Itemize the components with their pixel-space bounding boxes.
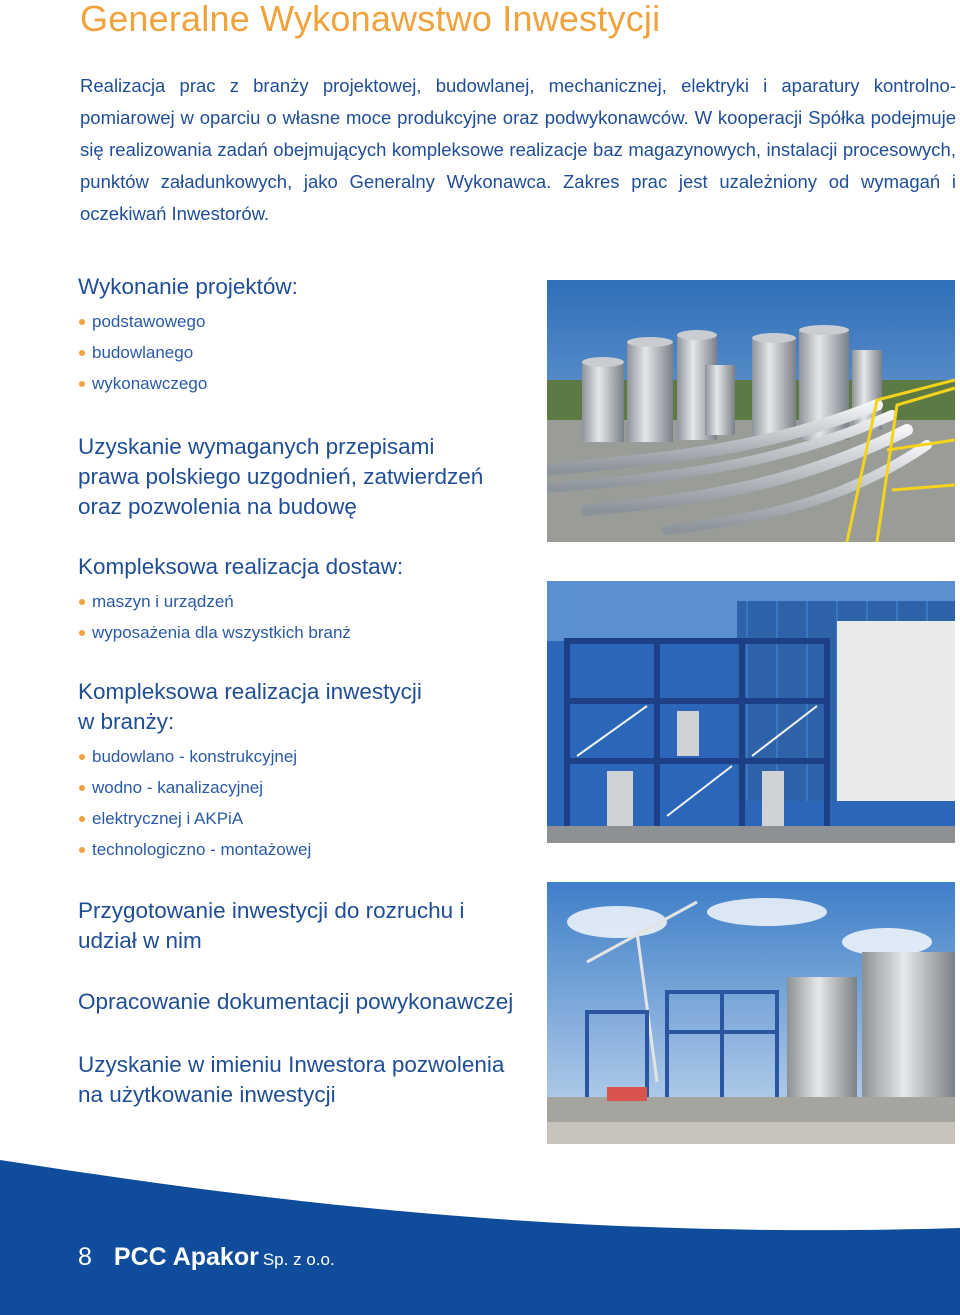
page-number: 8	[78, 1243, 92, 1271]
bullet-icon	[79, 319, 85, 325]
section-occupancy-permit	[78, 1050, 518, 1110]
bullet-icon	[79, 785, 85, 791]
intro-paragraph: Realizacja prac z branży projektowej, budowlanej, mechanicznej, elektryki i aparatury kontrolno-pomiarowej w oparciu o własne moce produkcyjne oraz podwykonawców. W kooperacji Spółka podejmuje się realizowania zadań obejmujących kompleksowe realizacje baz magazynowych, instalacji procesowych, punktów załadunkowych, jako Generalny Wykonawca. Zakres prac jest uzależniony od wymagań i oczekiwań Inwestorów.	[80, 75, 956, 224]
brand-suffix: Sp. z o.o.	[262, 1250, 335, 1269]
bullet-icon	[79, 816, 85, 822]
list-item: wodno - kanalizacyjnej	[78, 772, 438, 803]
bullet-icon	[79, 350, 85, 356]
list-item: wyposażenia dla wszystkich branż	[78, 617, 538, 648]
section-heading: Wykonanie projektów:	[78, 274, 298, 299]
bullet-icon	[79, 754, 85, 760]
list-item: podstawowego	[78, 306, 538, 337]
section-heading: Kompleksowa realizacja dostaw:	[78, 554, 404, 579]
list-item: budowlano - konstrukcyjnej	[78, 741, 438, 772]
section-heading: Przygotowanie inwestycji do rozruchu i udział w nim	[78, 898, 465, 953]
section-startup	[78, 896, 478, 956]
photo-construction-site	[547, 882, 955, 1144]
bullet-icon	[79, 381, 85, 387]
list-item: technologiczno - montażowej	[78, 834, 438, 865]
section-documentation	[78, 987, 538, 1017]
list-item: budowlanego	[78, 337, 538, 368]
bullet-icon	[79, 847, 85, 853]
bullet-icon	[79, 599, 85, 605]
section-heading: Uzyskanie wymaganych przepisami prawa polskiego uzgodnień, zatwierdzeń oraz pozwolenia na budowę	[78, 434, 484, 519]
list-item: maszyn i urządzeń	[78, 586, 538, 617]
section-heading: Opracowanie dokumentacji powykonawczej	[78, 989, 514, 1014]
section-projects	[78, 272, 538, 399]
photo-steel-structure	[547, 581, 955, 843]
section-permits	[78, 432, 498, 522]
section-investment	[78, 677, 438, 865]
brand-name: PCC Apakor	[113, 1243, 259, 1271]
photo-tank-farm	[547, 280, 955, 542]
footer	[78, 1243, 335, 1272]
section-heading: Kompleksowa realizacja inwestycji w branży:	[78, 679, 422, 734]
list-item: wykonawczego	[78, 368, 538, 399]
footer-band	[0, 1160, 960, 1315]
page-title: Generalne Wykonawstwo Inwestycji	[80, 0, 661, 39]
bullet-icon	[79, 630, 85, 636]
section-heading: Uzyskanie w imieniu Inwestora pozwolenia na użytkowanie inwestycji	[78, 1052, 505, 1107]
section-deliveries	[78, 552, 538, 648]
list-item: elektrycznej i AKPiA	[78, 803, 438, 834]
